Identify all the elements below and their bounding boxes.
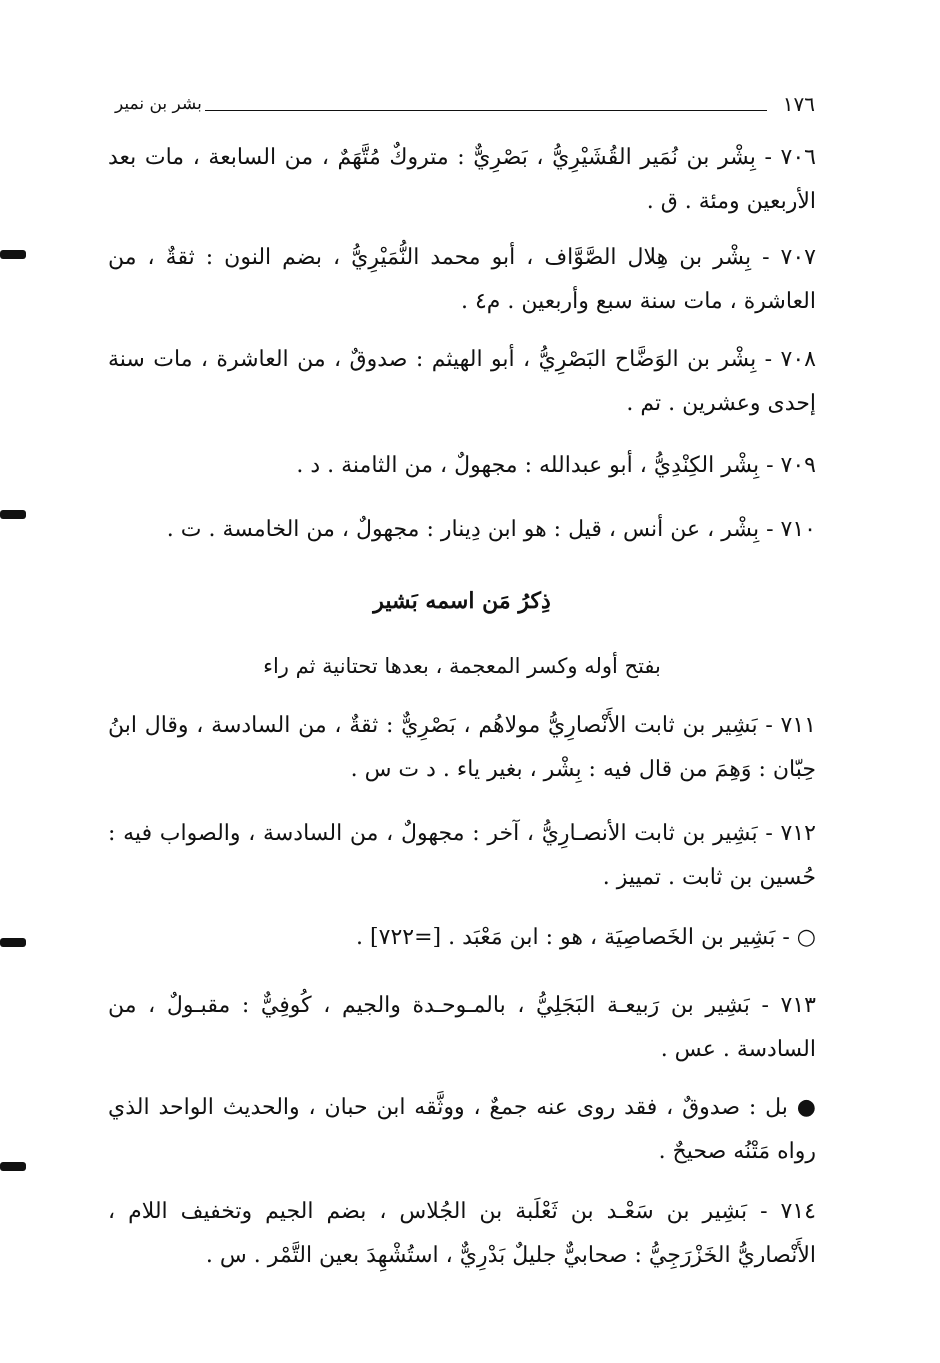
scan-edge-mark xyxy=(0,1162,26,1171)
entry-706: ٧٠٦ - بِشْر بن نُمَير القُشَيْرِيُّ ، بَصْرِيٌّ : متروكٌ مُتَّهَمٌ ، من السابعة ، مات بعد الأربعين ومئة . ق . xyxy=(108,145,816,214)
section-subtitle: بفتح أوله وكسر المعجمة ، بعدها تحتانية ثم راء xyxy=(263,654,661,678)
entry-708: ٧٠٨ - بِشْر بن الوَضَّاح البَصْرِيُّ ، أبو الهيثم : صدوقٌ ، من العاشرة ، مات سنة إحدى وعشرين . تم . xyxy=(108,347,816,416)
entry-713: ٧١٣ - بَشِير بن رَبيعـة البَجَلِيُّ ، بالمـوحـدة والجيم ، كُوفِيٌّ : مقبـولٌ ، من السادسة . عس . xyxy=(108,993,816,1062)
entry-note: ● بل : صدوقٌ ، فقد روى عنه جمعٌ ، ووثَّقه ابن حبان ، والحديث الواحد الذي رواه مَتْنُه صحيحٌ . xyxy=(108,1095,816,1164)
entry-710: ٧١٠ - بِشْر ، عن أنس ، قيل : هو ابن دِينار : مجهولٌ ، من الخامسة . ت . xyxy=(166,517,816,542)
header-rule xyxy=(205,110,767,111)
entry-712: ٧١٢ - بَشِير بن ثابت الأنصـارِيُّ ، آخر : مجهولٌ ، من السادسة ، والصواب فيه : حُسين بن ثابت . تمييز . xyxy=(108,821,816,890)
entry-707: ٧٠٧ - بِشْر بن هِلال الصَّوَّاف ، أبو محمد النُّمَيْرِيُّ ، بضم النون : ثقةٌ ، من العاشرة ، مات سنة سبع وأربعين . م٤ . xyxy=(108,245,816,314)
scan-edge-mark xyxy=(0,510,26,519)
running-header xyxy=(115,92,815,122)
scan-edge-mark xyxy=(0,938,26,947)
page-number: ١٧٦ xyxy=(782,92,815,116)
scan-edge-mark xyxy=(0,250,26,259)
entry-714: ٧١٤ - بَشِير بن سَعْـد بن ثَعْلَبة بن الجُلاس ، بضم الجيم وتخفيف اللام ، الأَنْصاريُّ الخَزْرَجِيُّ : صحابيٌّ جليلٌ بَدْرِيٌّ ، استُشْهِدَ بعين التَّمْر . س . xyxy=(108,1199,816,1268)
entry-711: ٧١١ - بَشِير بن ثابت الأَنْصارِيُّ مولاهُم ، بَصْرِيٌّ : ثقةٌ ، من السادسة ، وقال ابنُ حِبّان : وَهِمَ من قال فيه : بِشْر ، بغير ياء . د ت س . xyxy=(108,713,816,782)
entry-cross-reference: ○ - بَشِير بن الخَصاصِيَة ، هو : ابن مَعْبَد . [=٧٢٢] . xyxy=(356,925,816,950)
running-title: بشر بن نمير xyxy=(115,94,202,114)
entry-709: ٧٠٩ - بِشْر الكِنْدِيُّ ، أبو عبدالله : مجهولٌ ، من الثامنة . د . xyxy=(296,453,816,478)
section-title: ذِكرُ مَن اسمه بَشير xyxy=(373,588,551,614)
